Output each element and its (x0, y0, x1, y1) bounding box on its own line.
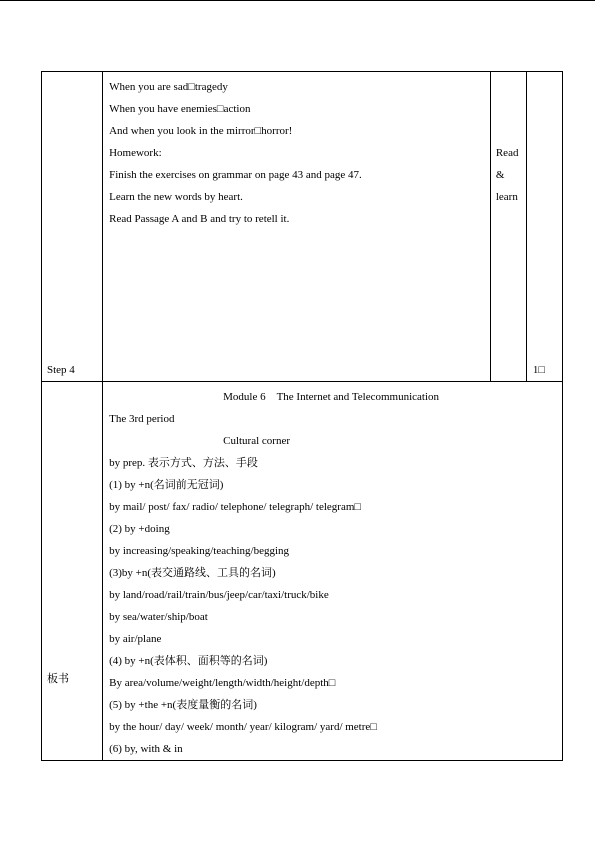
step4-time-cell (526, 72, 562, 382)
board-line: (3)by +n(表交通路线、工具的名词) (109, 567, 276, 579)
top-rule (0, 0, 595, 1)
activity-word: Read (495, 147, 519, 159)
period-label: The 3rd period (109, 413, 175, 425)
board-row (42, 382, 563, 761)
board-line: by the hour/ day/ week/ month/ year/ kilogram/ yard/ metre□ (109, 721, 377, 733)
lesson-plan-table (41, 71, 563, 761)
board-line: by prep. 表示方式、方法、手段 (109, 457, 258, 469)
board-content-cell (103, 382, 563, 761)
step4-activity-cell (490, 72, 526, 382)
board-line: by increasing/speaking/teaching/begging (109, 545, 290, 557)
board-label: 板书 (47, 673, 69, 685)
board-line: (5) by +the +n(表度量衡的名词) (109, 699, 257, 711)
board-line: by air/plane (109, 633, 162, 645)
step4-line: When you have enemies□action (109, 103, 251, 115)
step4-label-cell (42, 72, 103, 382)
board-label-cell (42, 382, 103, 761)
module-title: Module 6 The Internet and Telecommunication (223, 391, 440, 403)
step4-row (42, 72, 563, 382)
board-line: (2) by +doing (109, 523, 170, 535)
homework-heading: Homework: (109, 147, 162, 159)
homework-item: Read Passage A and B and try to retell it. (109, 213, 290, 225)
homework-item: Learn the new words by heart. (109, 191, 243, 203)
step4-label: Step 4 (47, 364, 75, 376)
step4-line: And when you look in the mirror□horror! (109, 125, 293, 137)
board-line: by land/road/rail/train/bus/jeep/car/taxi/truck/bike (109, 589, 329, 601)
activity-word: learn (495, 191, 518, 203)
step4-time: 1□ (532, 364, 546, 376)
section-title: Cultural corner (223, 435, 291, 447)
homework-item: Finish the exercises on grammar on page 43 and page 47. (109, 169, 362, 181)
board-line: (4) by +n(表体积、面积等的名词) (109, 655, 268, 667)
step4-line: When you are sad□tragedy (109, 81, 228, 93)
board-line: (6) by, with & in (109, 743, 183, 755)
step4-content-cell (103, 72, 491, 382)
board-line: By area/volume/weight/length/width/height/depth□ (109, 677, 336, 689)
board-line: by sea/water/ship/boat (109, 611, 208, 623)
board-line: by mail/ post/ fax/ radio/ telephone/ telegraph/ telegram□ (109, 501, 362, 513)
board-line: (1) by +n(名词前无冠词) (109, 479, 224, 491)
activity-word: & (495, 169, 505, 181)
